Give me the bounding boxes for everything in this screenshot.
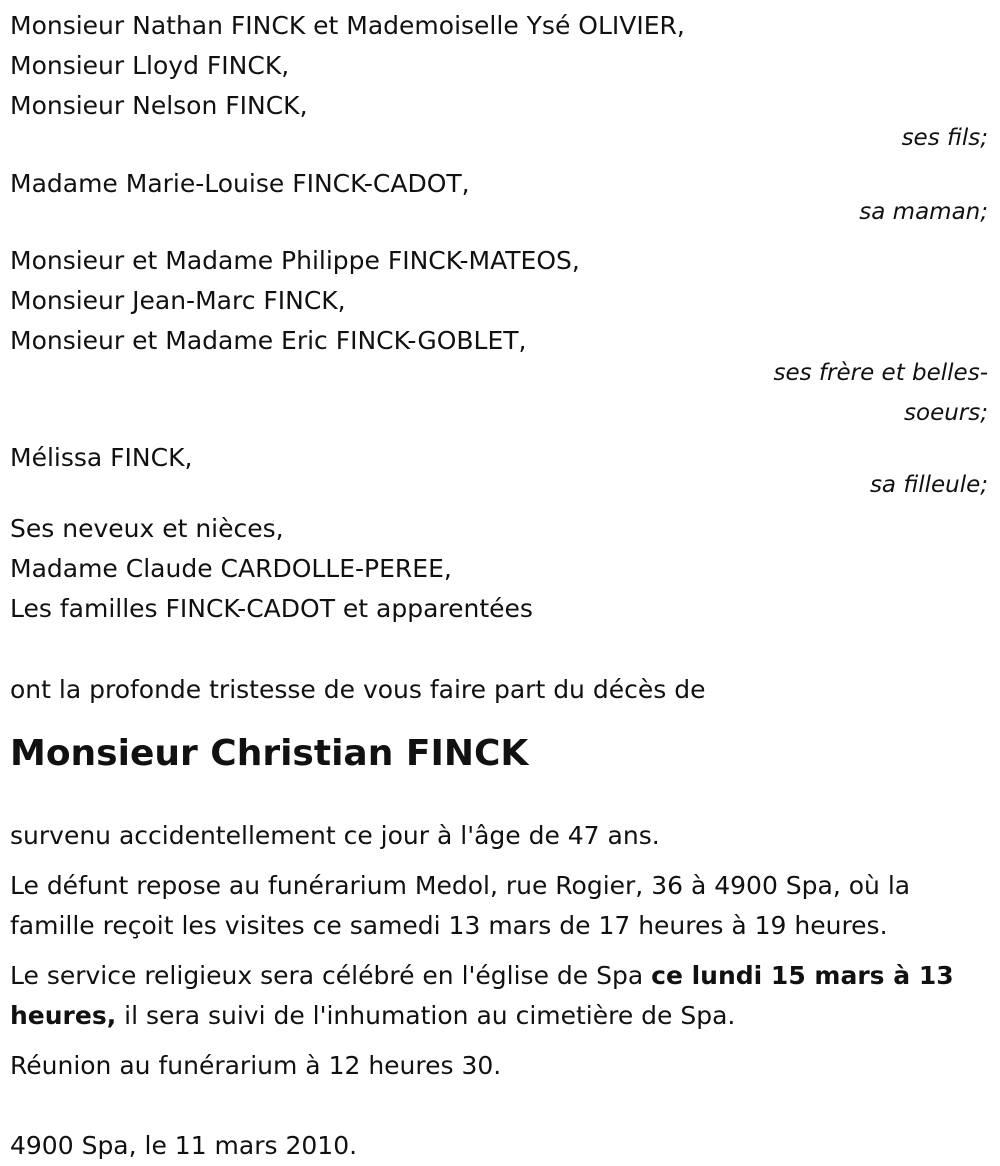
relation-label: ses fils;	[901, 125, 988, 151]
family-name-line: Monsieur et Madame Eric FINCK-GOBLET,	[10, 326, 527, 355]
family-name-line: Monsieur Nathan FINCK et Mademoiselle Ysé OLIVIER,	[10, 11, 685, 40]
family-group-mother	[10, 164, 990, 232]
service-date-bold: ce lundi 15 mars à 13	[651, 961, 954, 990]
paragraph-service	[10, 956, 990, 1036]
place-and-date: 4900 Spa, le 11 mars 2010.	[10, 1131, 358, 1160]
paragraph-reunion: Réunion au funérarium à 12 heures 30.	[10, 1051, 502, 1080]
visitation-line-2: famille reçoit les visites ce samedi 13 mars de 17 heures à 19 heures.	[10, 911, 888, 940]
relation-label: ses frère et belles-	[773, 360, 988, 386]
paragraph-circumstances: survenu accidentellement ce jour à l'âge de 47 ans.	[10, 821, 660, 850]
service-time-bold: heures,	[10, 1001, 117, 1030]
service-burial-text: il sera suivi de l'inhumation au cimetière de Spa.	[116, 1001, 736, 1030]
deceased-name: Monsieur Christian FINCK	[10, 733, 529, 774]
relation-label: sa filleule;	[869, 472, 988, 498]
family-group-goddaughter	[10, 438, 990, 505]
family-group-sons	[10, 0, 990, 158]
family-name-line: Ses neveux et nièces,	[10, 514, 284, 543]
family-name-line: Madame Marie-Louise FINCK-CADOT,	[10, 169, 470, 198]
visitation-line-1: Le défunt repose au funérarium Medol, rue Rogier, 36 à 4900 Spa, où la	[10, 871, 911, 900]
service-text: Le service religieux sera célébré en l'église de Spa	[10, 961, 652, 990]
family-group-siblings	[10, 241, 990, 433]
relation-label: soeurs;	[904, 400, 988, 426]
family-name-line: Mélissa FINCK,	[10, 443, 193, 472]
family-name-line: Monsieur Jean-Marc FINCK,	[10, 286, 346, 315]
family-name-line: Monsieur Lloyd FINCK,	[10, 51, 290, 80]
paragraph-visitation	[10, 866, 990, 946]
family-group-extended	[10, 509, 990, 629]
announcement-text: ont la profonde tristesse de vous faire part du décès de	[10, 675, 706, 704]
family-name-line: Monsieur et Madame Philippe FINCK-MATEOS,	[10, 246, 580, 275]
family-name-line: Madame Claude CARDOLLE-PEREE,	[10, 554, 452, 583]
family-name-line: Monsieur Nelson FINCK,	[10, 91, 308, 120]
relation-label: sa maman;	[859, 199, 988, 225]
family-name-line: Les familles FINCK-CADOT et apparentées	[10, 594, 533, 623]
